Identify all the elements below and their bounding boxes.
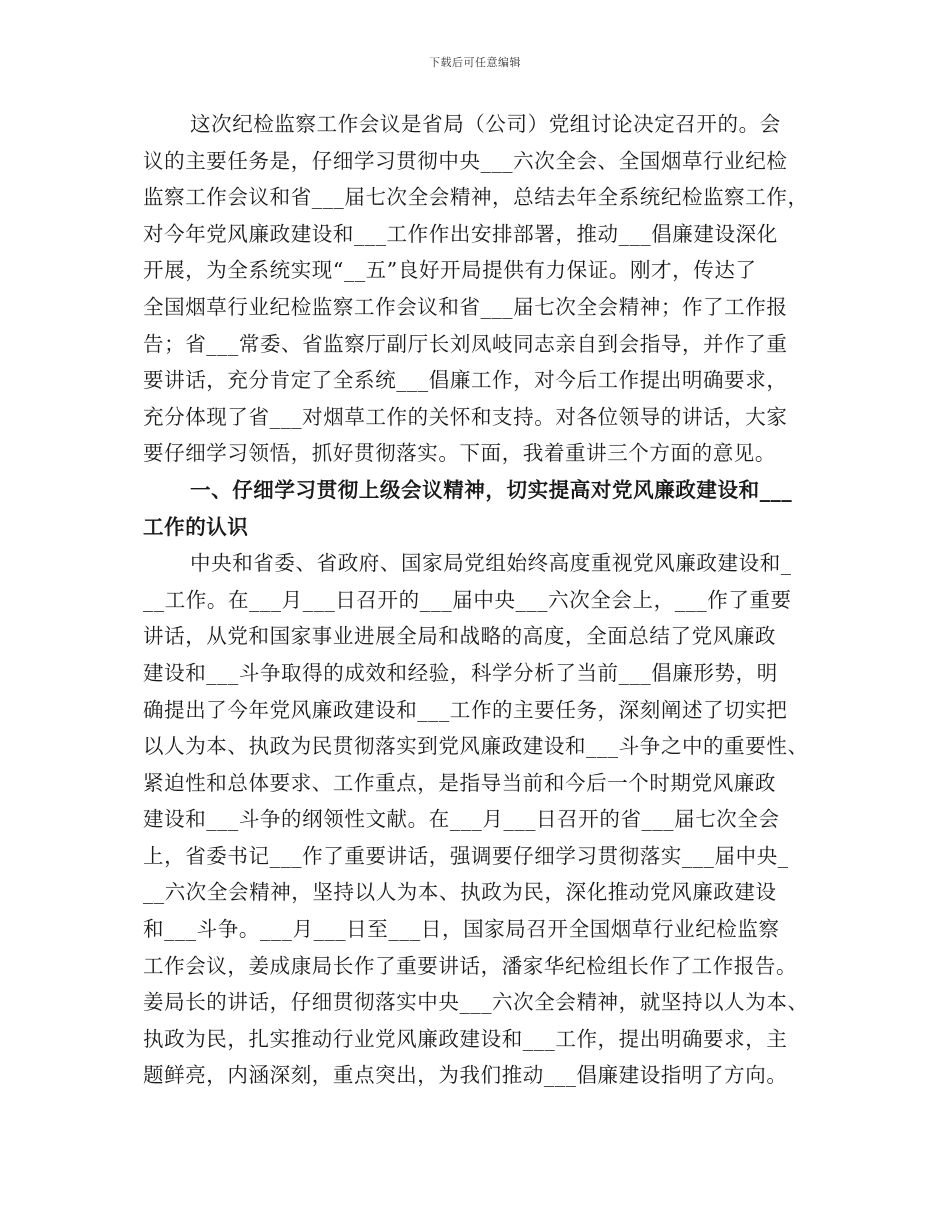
download-note: 下载后可任意编辑 — [429, 56, 521, 69]
section-heading-line: 一、仔细学习贯彻上级会议精神，切实提高对党风廉政建设和___ — [190, 477, 793, 502]
paragraph-line: 告；省___常委、省监察厅副厅长刘凤岐同志亲自到会指导，并作了重 — [143, 331, 788, 356]
paragraph-line: 确提出了今年党风廉政建设和___工作的主要任务，深刻阐述了切实把 — [143, 697, 788, 722]
paragraph-line: 对今年党风廉政建设和___工作作出安排部署，推动___倡廉建设深化 — [143, 221, 778, 246]
document-body — [143, 106, 825, 1094]
paragraph-line: 工作会议，姜成康局长作了重要讲话，潘家华纪检组长作了工作报告。 — [143, 953, 798, 978]
paragraph-line: 监察工作会议和省___届七次全会精神，总结去年全系统纪检监察工作， — [143, 185, 809, 210]
paragraph-line: 执政为民，扎实推动行业党风廉政建设和___工作，提出明确要求，主 — [143, 1026, 788, 1051]
paragraph-line: 要讲话，充分肯定了全系统___倡廉工作，对今后工作提出明确要求， — [143, 368, 788, 393]
paragraph-line: 建设和___斗争的纲领性文献。在___月___日召开的省___届七次全会 — [143, 807, 780, 832]
paragraph-line: 要仔细学习领悟，抓好贯彻落实。下面，我着重讲三个方面的意见。 — [143, 441, 776, 466]
paragraph-line: 和___斗争。___月___日至___日，国家局召开全国烟草行业纪检监察 — [143, 917, 780, 942]
section-heading-line: 工作的认识 — [143, 514, 249, 539]
paragraph-line: 这次纪检监察工作会议是省局（公司）党组讨论决定召开的。会 — [190, 112, 781, 136]
paragraph-line: 建设和___斗争取得的成效和经验，科学分析了当前___倡廉形势，明 — [143, 660, 778, 685]
paragraph-line: __工作。在___月___日召开的___届中央___六次全会上，___作了重要 — [143, 587, 792, 612]
paragraph-line: 中央和省委、省政府、国家局党组始终高度重视党风廉政建设和_ — [190, 551, 792, 576]
paragraph-line: 议的主要任务是，仔细学习贯彻中央___六次全会、全国烟草行业纪检 — [143, 148, 788, 173]
paragraph-line: 充分体现了省___对烟草工作的关怀和支持。对各位领导的讲话，大家 — [143, 404, 788, 429]
paragraph-line: 以人为本、执政为民贯彻落实到党风廉政建设和___斗争之中的重要性、 — [143, 734, 809, 759]
paragraph-line: 姜局长的讲话，仔细贯彻落实中央___六次全会精神，就坚持以人为本、 — [143, 990, 809, 1015]
paragraph-line: 上，省委书记___作了重要讲话，强调要仔细学习贯彻落实___届中央_ — [143, 843, 789, 868]
paragraph-line: 全国烟草行业纪检监察工作会议和省___届七次全会精神；作了工作报 — [143, 294, 788, 319]
paragraph-line: 讲话，从党和国家事业进展全局和战略的高度，全面总结了党风廉政 — [143, 624, 776, 649]
paragraph-line: 开展，为全系统实现“__五”良好开局提供有力保证。刚才，传达了 — [143, 258, 757, 283]
paragraph-line: __六次全会精神，坚持以人为本、执政为民，深化推动党风廉政建设 — [143, 880, 777, 905]
paragraph-line: 题鲜亮，内涵深刻，重点突出，为我们推动___倡廉建设指明了方向。 — [143, 1063, 788, 1088]
paragraph-line: 紧迫性和总体要求、工作重点，是指导当前和今后一个时期党风廉政 — [143, 770, 776, 795]
